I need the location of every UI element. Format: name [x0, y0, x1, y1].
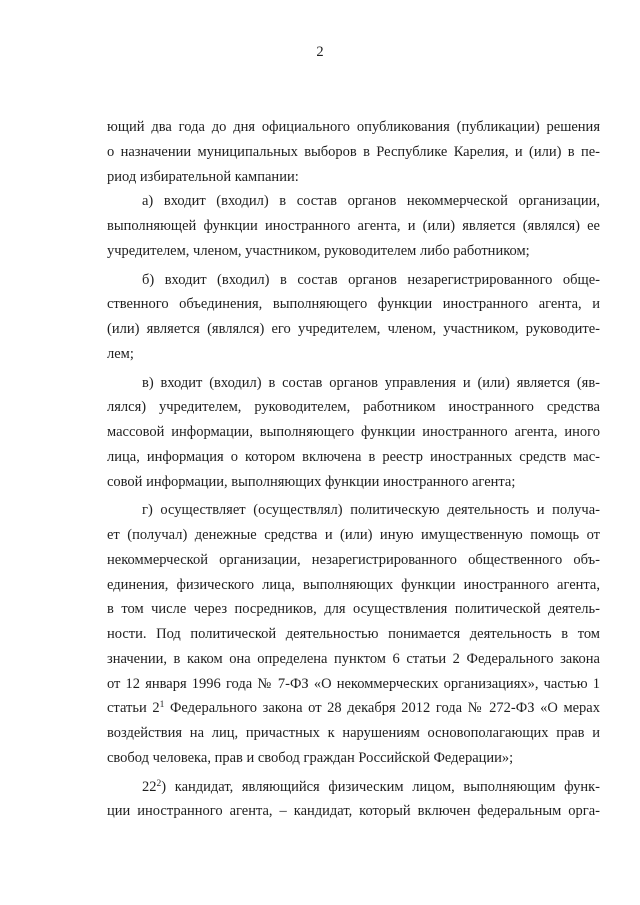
text-line: воздействия на лиц, причастных к нарушениям основополагающих прав и	[107, 725, 600, 741]
paragraph-item-22-2	[107, 775, 600, 825]
text-line: (или) является (являлся) его учредителем, членом, участником, руководите-	[107, 321, 600, 337]
text-line: лица, информация о котором включена в реестр иностранных средств мас-	[107, 448, 600, 465]
text-line: выполняющей функции иностранного агента, и (или) является (являлся) ее	[107, 218, 600, 234]
text-line: совой информации, выполняющих функции иностранного агента;	[107, 473, 516, 490]
text-line: в том числе через посредников, для осуществления политической деятель-	[107, 601, 600, 618]
paragraph-intro	[107, 115, 600, 189]
text-line: ции иностранного агента, – кандидат, который включен федеральным орга-	[107, 803, 600, 820]
text-line-with-superscript	[107, 775, 600, 800]
paragraph-item-b	[107, 268, 600, 367]
paragraph-item-v	[107, 371, 600, 495]
text-fragment: Федерального закона от 28 декабря 2012 года № 272-ФЗ «О мерах	[169, 700, 600, 717]
text-line: от 12 января 1996 года № 7-ФЗ «О некоммерческих организациях», частью 1	[107, 675, 600, 692]
text-line: б) входит (входил) в состав органов незарегистрированного обще-	[142, 271, 600, 288]
text-line: ственного объединения, выполняющего функции иностранного агента, и	[107, 296, 600, 313]
paragraph-item-a	[107, 189, 600, 263]
page-number: 2	[316, 44, 324, 60]
text-line: лялся) учредителем, руководителем, работником иностранного средства	[107, 399, 600, 416]
text-line-with-superscript	[107, 696, 600, 721]
text-line: ности. Под политической деятельностью понимается деятельность в том	[107, 626, 600, 642]
text-line: значении, в каком она определена пунктом 6 статьи 2 Федерального закона	[107, 650, 600, 667]
text-line: ет (получал) денежные средства и (или) иную имущественную помощь от	[107, 527, 600, 543]
text-line: риод избирательной кампании:	[107, 168, 299, 185]
text-line: ющий два года до дня официального опубликования (публикации) решения	[107, 119, 600, 135]
text-line: массовой информации, выполняющего функции иностранного агента, иного	[107, 424, 600, 440]
text-line: свобод человека, прав и свобод граждан Российской Федерации»;	[107, 749, 514, 766]
superscript: 2	[156, 778, 162, 789]
document-body	[107, 115, 600, 824]
text-fragment: 22	[142, 778, 157, 795]
text-line: учредителем, членом, участником, руководителем либо работником;	[107, 242, 530, 259]
paragraph-item-g	[107, 498, 600, 770]
text-line: о назначении муниципальных выборов в Республике Карелия, и (или) в пе-	[107, 143, 600, 160]
text-line: некоммерческой организации, незарегистрированного общественного объ-	[107, 551, 600, 568]
text-line: в) входит (входил) в состав органов управления и (или) является (яв-	[142, 374, 600, 391]
text-line: лем;	[107, 345, 134, 362]
superscript: 1	[159, 700, 165, 711]
text-line: а) входит (входил) в состав органов некоммерческой организации,	[142, 193, 600, 210]
text-line: г) осуществляет (осуществлял) политическую деятельность и получа-	[142, 502, 600, 519]
text-line: единения, физического лица, выполняющих функции иностранного агента,	[107, 576, 600, 593]
text-fragment: статьи 2	[107, 700, 160, 717]
text-fragment: ) кандидат, являющийся физическим лицом, выполняющим функ-	[161, 778, 600, 795]
